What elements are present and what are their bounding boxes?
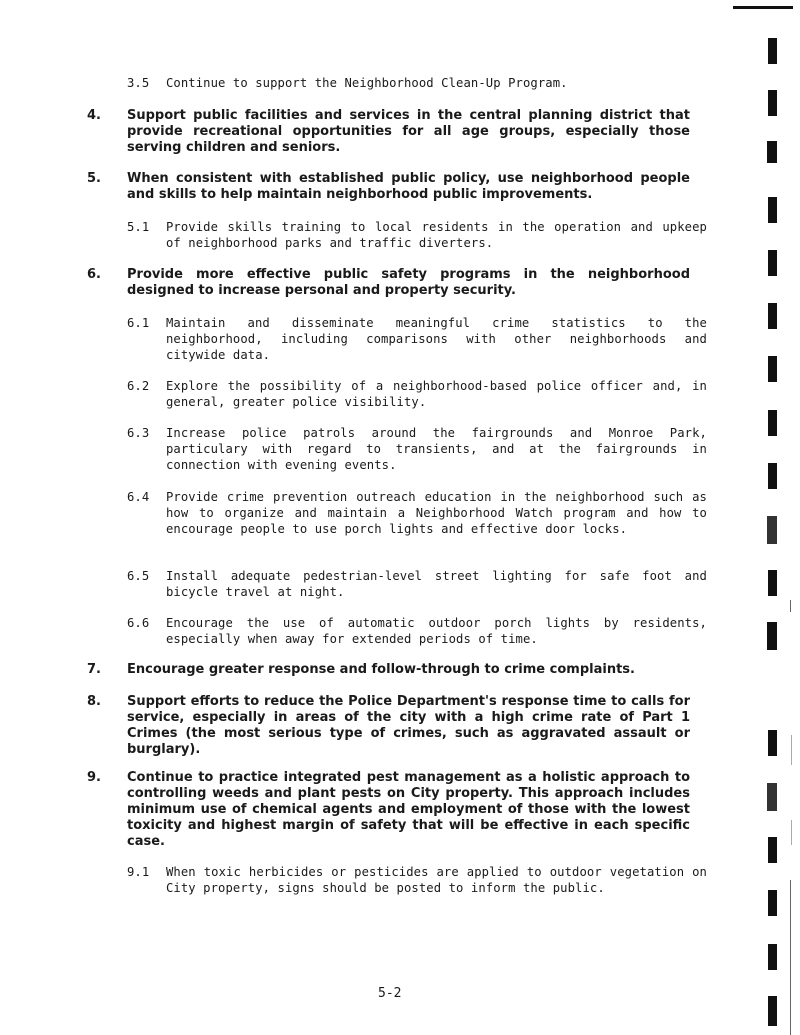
- scan-artifact: [767, 622, 777, 650]
- item-text: Continue to practice integrated pest management as a holistic approach to controlling weeds and plant pests on City property. This approach includes minimum use of chemical agents and employment of those with the lowest toxicity and highest margin of safety that will be effective in each specific case.: [127, 770, 690, 849]
- item-number: 6.: [87, 267, 101, 282]
- item-number: 5.: [87, 171, 101, 186]
- scan-artifact: [768, 250, 777, 276]
- policy-item-6-1: [127, 315, 707, 363]
- scan-artifact: [768, 303, 777, 329]
- item-number: 7.: [87, 662, 101, 677]
- scan-artifact: [768, 90, 777, 116]
- item-text: Provide more effective public safety programs in the neighborhood designed to increase personal and property security.: [127, 267, 690, 298]
- item-text: Encourage the use of automatic outdoor porch lights by residents, especially when away for extended periods of time.: [166, 616, 707, 646]
- item-number: 4.: [87, 108, 101, 123]
- scan-artifact: [767, 783, 777, 811]
- scan-artifact: [768, 38, 777, 64]
- item-text: Encourage greater response and follow-through to crime complaints.: [127, 662, 635, 677]
- item-number: 8.: [87, 694, 101, 709]
- policy-item-6-2: [127, 378, 707, 410]
- policy-item-7: [87, 662, 690, 678]
- item-text: Support public facilities and services in the central planning district that provide recreational opportunities for all age groups, especially those serving children and seniors.: [127, 108, 690, 155]
- scan-artifact: [768, 410, 777, 436]
- item-text: Maintain and disseminate meaningful crime statistics to the neighborhood, including comparisons with other neighborhoods and citywide data.: [166, 316, 707, 362]
- item-text: When toxic herbicides or pesticides are applied to outdoor vegetation on City property, signs should be posted to inform the public.: [166, 865, 707, 895]
- scan-artifact: [768, 996, 777, 1026]
- policy-item-6: [87, 267, 690, 299]
- item-text: Continue to support the Neighborhood Clean-Up Program.: [166, 76, 568, 90]
- scan-artifact: [768, 837, 777, 863]
- scan-artifact: [768, 356, 777, 382]
- scan-artifact: [791, 820, 792, 845]
- policy-item-8: [87, 694, 690, 758]
- item-number: 6.5: [127, 569, 150, 583]
- policy-item-6-3: [127, 425, 707, 473]
- item-text: Provide skills training to local residents in the operation and upkeep of neighborhood parks and traffic diverters.: [166, 220, 707, 250]
- scan-artifact: [768, 463, 777, 489]
- item-number: 5.1: [127, 220, 150, 234]
- item-number: 6.3: [127, 426, 150, 440]
- item-number: 6.1: [127, 316, 150, 330]
- item-text: Install adequate pedestrian-level street lighting for safe foot and bicycle travel at night.: [166, 569, 707, 599]
- scan-artifact: [768, 890, 777, 916]
- item-text: Provide crime prevention outreach education in the neighborhood such as how to organize and maintain a Neighborhood Watch program and how to encourage people to use porch lights and effective door locks.: [166, 490, 707, 536]
- policy-item-6-6: [127, 615, 707, 647]
- scan-artifact: [791, 735, 792, 765]
- item-number: 9.1: [127, 865, 150, 879]
- policy-item-5: [87, 171, 690, 203]
- scan-artifact: [790, 880, 791, 1035]
- scan-artifact: [768, 944, 777, 970]
- item-number: 3.5: [127, 76, 150, 90]
- scan-artifact: [733, 6, 793, 9]
- page-number: 5-2: [378, 986, 402, 1001]
- policy-item-6-5: [127, 568, 707, 600]
- policy-item-6-4: [127, 489, 707, 537]
- item-text: Support efforts to reduce the Police Department's response time to calls for service, especially in areas of the city with a high crime rate of Part 1 Crimes (the most serious type of crimes, such as aggravated assault or burglary).: [127, 694, 690, 757]
- scan-artifact: [767, 141, 777, 163]
- policy-item-9: [87, 770, 690, 850]
- policy-item-9-1: [127, 864, 707, 896]
- item-text: When consistent with established public policy, use neighborhood people and skills to help maintain neighborhood public improvements.: [127, 171, 690, 202]
- policy-item-3-5: [127, 75, 707, 91]
- policy-item-5-1: [127, 219, 707, 251]
- scan-artifact: [790, 600, 791, 612]
- item-text: Increase police patrols around the fairgrounds and Monroe Park, particulary with regard to transients, and at the fairgrounds in connection with evening events.: [166, 426, 707, 472]
- item-number: 9.: [87, 770, 101, 785]
- scan-artifact: [768, 197, 777, 223]
- scan-artifact: [767, 516, 777, 544]
- item-text: Explore the possibility of a neighborhood-based police officer and, in general, greater police visibility.: [166, 379, 707, 409]
- policy-item-4: [87, 108, 690, 156]
- item-number: 6.2: [127, 379, 150, 393]
- scan-artifact: [768, 570, 777, 596]
- item-number: 6.6: [127, 616, 150, 630]
- scan-artifact: [768, 730, 777, 756]
- item-number: 6.4: [127, 490, 150, 504]
